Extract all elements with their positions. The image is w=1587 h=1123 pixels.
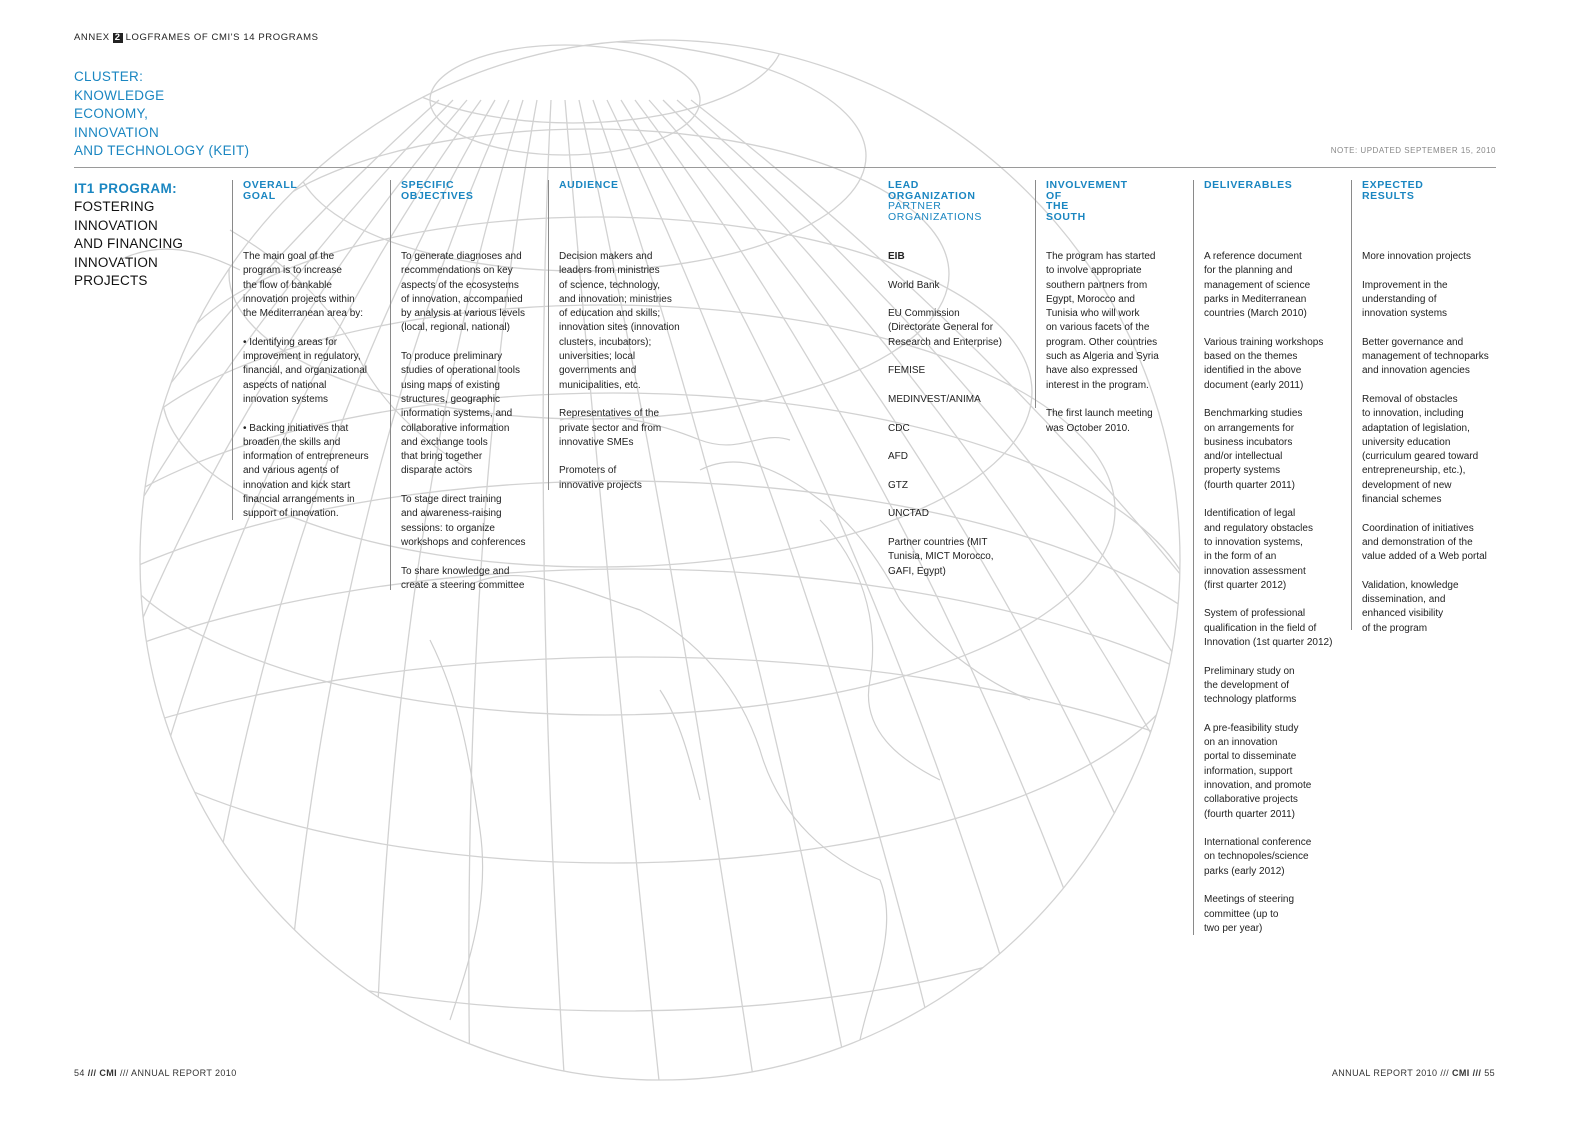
column-paragraph bbox=[1046, 407, 1186, 436]
text-line: To share knowledge and bbox=[401, 565, 510, 577]
text-line: sessions: to organize bbox=[401, 522, 495, 534]
text-line: and/or intellectual bbox=[1204, 451, 1283, 463]
text-line: have also expressed bbox=[1046, 365, 1138, 377]
text-line: to innovation, including bbox=[1362, 408, 1464, 420]
text-line: the flow of bankable bbox=[243, 279, 332, 291]
text-line: identified in the above bbox=[1204, 365, 1302, 377]
column-heading-line: EXPECTED bbox=[1362, 179, 1424, 191]
text-line: business incubators bbox=[1204, 436, 1293, 448]
text-line: Meetings of steering bbox=[1204, 894, 1295, 906]
cluster-title-line: CLUSTER: bbox=[74, 69, 144, 84]
column-heading bbox=[1362, 180, 1507, 250]
text-line: The main goal of the bbox=[243, 251, 335, 262]
text-line: information of entrepreneurs bbox=[243, 451, 369, 463]
text-line: program is to increase bbox=[243, 265, 342, 277]
column-paragraph bbox=[888, 479, 1028, 493]
text-line: collaborative information bbox=[401, 422, 510, 434]
text-line: committee (up to bbox=[1204, 908, 1279, 920]
column-heading-line: DELIVERABLES bbox=[1204, 179, 1293, 191]
update-note: NOTE: UPDATED SEPTEMBER 15, 2010 bbox=[1330, 146, 1496, 155]
text-line: understanding of bbox=[1362, 293, 1437, 305]
text-line: on various facets of the bbox=[1046, 322, 1150, 334]
text-line: Representatives of the bbox=[559, 408, 660, 420]
text-line: countries (March 2010) bbox=[1204, 308, 1307, 320]
text-line: municipalities, etc. bbox=[559, 379, 641, 391]
text-line: Preliminary study on bbox=[1204, 665, 1295, 677]
text-line: The program has started bbox=[1046, 251, 1156, 262]
text-line: (Directorate General for bbox=[888, 322, 994, 334]
text-line: GAFI, Egypt) bbox=[888, 565, 946, 577]
column-paragraph bbox=[1362, 393, 1507, 507]
text-line: financial arrangements in bbox=[243, 494, 355, 506]
column-heading bbox=[559, 180, 704, 250]
text-line: and innovation; ministries bbox=[559, 293, 672, 305]
text-line: A pre-feasibility study bbox=[1204, 722, 1299, 734]
column-paragraph bbox=[1362, 579, 1507, 636]
page-number-right: 55 bbox=[1484, 1068, 1495, 1078]
text-line: enhanced visibility bbox=[1362, 608, 1444, 620]
text-line: Better governance and bbox=[1362, 336, 1464, 348]
text-line: CDC bbox=[888, 422, 910, 434]
column-heading-line: OF bbox=[1046, 189, 1062, 202]
text-line: for the planning and bbox=[1204, 265, 1293, 277]
column-paragraph bbox=[243, 250, 383, 321]
column-overall-goal bbox=[232, 180, 383, 520]
text-line: and various agents of bbox=[243, 465, 339, 477]
text-line: aspects of national bbox=[243, 379, 327, 391]
header-divider bbox=[74, 167, 1496, 168]
text-line: Research and Enterprise) bbox=[888, 336, 1002, 348]
column-paragraph bbox=[401, 493, 546, 550]
text-line: and demonstration of the bbox=[1362, 536, 1473, 548]
column-paragraph bbox=[1362, 336, 1507, 379]
column-paragraph bbox=[888, 422, 1028, 436]
text-line: AFD bbox=[888, 451, 908, 463]
column-heading-line: OBJECTIVES bbox=[401, 189, 474, 202]
text-line: private sector and from bbox=[559, 422, 662, 434]
column-heading-line: GOAL bbox=[243, 189, 276, 202]
column-paragraph bbox=[1204, 607, 1349, 650]
text-line: workshops and conferences bbox=[401, 536, 526, 548]
text-line: in the form of an bbox=[1204, 551, 1277, 563]
text-line: entrepreneurship, etc.), bbox=[1362, 465, 1466, 477]
text-line: on technopoles/science bbox=[1204, 851, 1309, 863]
text-line: of education and skills; bbox=[559, 308, 661, 320]
column-paragraph bbox=[243, 422, 383, 522]
program-title-block bbox=[74, 180, 224, 291]
page-number-left: 54 bbox=[74, 1068, 85, 1078]
text-line: university education bbox=[1362, 436, 1451, 448]
column-body bbox=[401, 250, 546, 593]
column-audience bbox=[548, 180, 704, 490]
text-line: Validation, knowledge bbox=[1362, 579, 1459, 591]
text-line: Improvement in the bbox=[1362, 279, 1448, 291]
column-heading-line: INVOLVEMENT bbox=[1046, 179, 1128, 191]
column-paragraph bbox=[401, 250, 546, 336]
program-title-line: PROJECTS bbox=[74, 273, 148, 288]
column-body bbox=[888, 250, 1028, 579]
text-line: improvement in regulatory, bbox=[243, 351, 361, 363]
running-head-title: LOGFRAMES OF CMI'S 14 PROGRAMS bbox=[125, 32, 319, 43]
program-title-line: AND FINANCING bbox=[74, 236, 184, 251]
text-line: value added of a Web portal bbox=[1362, 551, 1487, 563]
column-paragraph bbox=[888, 450, 1028, 464]
text-line: to innovation systems, bbox=[1204, 536, 1303, 548]
text-line: management of science bbox=[1204, 279, 1311, 291]
column-paragraph bbox=[401, 565, 546, 594]
text-line: Promoters of bbox=[559, 465, 617, 477]
text-line: studies of operational tools bbox=[401, 365, 520, 377]
text-line: information systems, and bbox=[401, 408, 513, 420]
column-expected-results bbox=[1351, 179, 1507, 634]
column-body bbox=[1362, 250, 1507, 636]
text-line: Tunisia who will work bbox=[1046, 308, 1140, 320]
text-line: aspects of the ecosystems bbox=[401, 279, 519, 291]
text-line: Various training workshops bbox=[1204, 336, 1324, 348]
column-involvement-of-the-south bbox=[1035, 179, 1186, 434]
text-line: Tunisia, MICT Morocco, bbox=[888, 551, 994, 563]
text-line: by analysis at various levels bbox=[401, 308, 525, 320]
cluster-title-line: AND TECHNOLOGY (KEIT) bbox=[74, 143, 250, 158]
column-heading-line: LEAD bbox=[888, 179, 919, 191]
column-paragraph bbox=[559, 407, 704, 450]
running-head bbox=[74, 32, 319, 43]
text-line: using maps of existing bbox=[401, 379, 500, 391]
text-line: Egypt, Morocco and bbox=[1046, 293, 1135, 305]
text-line: management of technoparks bbox=[1362, 351, 1489, 363]
column-paragraph bbox=[559, 464, 704, 493]
column-paragraph bbox=[888, 364, 1028, 378]
text-line: financial schemes bbox=[1362, 494, 1442, 506]
text-line: UNCTAD bbox=[888, 508, 929, 520]
text-line: broaden the skills and bbox=[243, 436, 341, 448]
text-line: (fourth quarter 2011) bbox=[1204, 808, 1295, 820]
column-paragraph bbox=[1204, 722, 1349, 822]
text-line: of innovation, accompanied bbox=[401, 293, 523, 305]
text-line: innovation sites (innovation bbox=[559, 322, 680, 334]
annex-number-badge: 2 bbox=[114, 32, 121, 43]
column-paragraph bbox=[1204, 836, 1349, 879]
text-line: development of new bbox=[1362, 479, 1452, 491]
footer-right bbox=[1332, 1068, 1495, 1078]
column-heading-line: ORGANIZATION bbox=[888, 189, 976, 202]
program-title-line: INNOVATION bbox=[74, 217, 159, 233]
footer-separator: /// bbox=[1440, 1068, 1450, 1078]
text-line: technology platforms bbox=[1204, 694, 1297, 706]
text-line: to involve appropriate bbox=[1046, 265, 1142, 277]
program-title bbox=[74, 198, 224, 291]
text-line: innovative projects bbox=[559, 479, 642, 491]
text-line: governments and bbox=[559, 365, 637, 377]
column-paragraph bbox=[1204, 893, 1349, 936]
text-line: (first quarter 2012) bbox=[1204, 579, 1287, 591]
footer-left bbox=[74, 1068, 237, 1078]
text-line: • Backing initiatives that bbox=[243, 422, 349, 434]
text-line: document (early 2011) bbox=[1204, 379, 1304, 391]
text-line: the Mediterranean area by: bbox=[243, 308, 364, 320]
column-paragraph bbox=[888, 536, 1028, 579]
footer-separator: /// bbox=[87, 1068, 97, 1078]
footer-separator: /// bbox=[119, 1068, 129, 1078]
text-line: property systems bbox=[1204, 465, 1281, 477]
column-body bbox=[243, 250, 383, 522]
text-line: structures, geographic bbox=[401, 393, 500, 405]
cluster-title-line: KNOWLEDGE bbox=[74, 87, 165, 103]
text-line: on an innovation bbox=[1204, 737, 1278, 749]
text-line: Partner countries (MIT bbox=[888, 536, 988, 548]
footer-brand: CMI bbox=[1451, 1068, 1470, 1078]
column-heading bbox=[1204, 180, 1349, 250]
program-title-line: INNOVATION bbox=[74, 254, 159, 270]
text-line: collaborative projects bbox=[1204, 794, 1298, 806]
column-heading bbox=[401, 180, 546, 250]
text-line: innovation systems bbox=[1362, 308, 1448, 320]
text-line: adaptation of legislation, bbox=[1362, 422, 1470, 434]
text-line: and innovation agencies bbox=[1362, 365, 1470, 377]
text-line: (local, regional, national) bbox=[401, 322, 510, 334]
program-title-line: FOSTERING bbox=[74, 199, 155, 214]
text-line: innovation, and promote bbox=[1204, 779, 1312, 791]
column-paragraph bbox=[559, 250, 704, 393]
cluster-title-line: INNOVATION bbox=[74, 124, 160, 140]
text-line: More innovation projects bbox=[1362, 251, 1471, 262]
column-heading-line: RESULTS bbox=[1362, 189, 1415, 202]
text-line: dissemination, and bbox=[1362, 594, 1446, 606]
column-paragraph bbox=[1362, 522, 1507, 565]
text-line: parks in Mediterranean bbox=[1204, 293, 1307, 305]
text-line: based on the themes bbox=[1204, 351, 1298, 363]
column-paragraph bbox=[1362, 279, 1507, 322]
text-line: innovation and kick start bbox=[243, 479, 351, 491]
text-line: To produce preliminary bbox=[401, 351, 503, 363]
column-body bbox=[1204, 250, 1349, 936]
text-line: and awareness-raising bbox=[401, 508, 502, 520]
text-line: MEDINVEST/ANIMA bbox=[888, 393, 981, 405]
text-line: (fourth quarter 2011) bbox=[1204, 479, 1295, 491]
text-line: Coordination of initiatives bbox=[1362, 522, 1474, 534]
column-heading-line: THE bbox=[1046, 200, 1069, 212]
text-line: System of professional bbox=[1204, 608, 1306, 620]
footer-brand: CMI bbox=[99, 1068, 118, 1078]
text-line: qualification in the field of bbox=[1204, 622, 1317, 634]
text-line: Decision makers and bbox=[559, 251, 653, 262]
text-line: universities; local bbox=[559, 351, 636, 363]
text-line: International conference bbox=[1204, 837, 1312, 849]
text-line: and regulatory obstacles bbox=[1204, 522, 1313, 534]
text-line: EU Commission bbox=[888, 308, 960, 320]
text-line: To stage direct training bbox=[401, 494, 502, 506]
column-subheading-line: ORGANIZATIONS bbox=[888, 210, 982, 223]
text-line: innovation systems bbox=[243, 393, 329, 405]
text-line: Removal of obstacles bbox=[1362, 393, 1458, 405]
text-line: Innovation (1st quarter 2012) bbox=[1204, 637, 1333, 649]
footer-report-title: ANNUAL REPORT 2010 bbox=[131, 1068, 237, 1078]
text-line: GTZ bbox=[888, 479, 908, 491]
text-line: clusters, incubators); bbox=[559, 336, 652, 348]
text-line: (curriculum geared toward bbox=[1362, 451, 1479, 463]
text-line: support of innovation. bbox=[243, 508, 339, 520]
text-line: Benchmarking studies bbox=[1204, 408, 1303, 420]
text-line: Identification of legal bbox=[1204, 508, 1296, 520]
text-line: of the program bbox=[1362, 622, 1428, 634]
column-paragraph bbox=[1204, 250, 1349, 321]
text-line: that bring together bbox=[401, 451, 483, 463]
text-line: innovation projects within bbox=[243, 293, 355, 305]
text-line: create a steering committee bbox=[401, 579, 525, 591]
lead-organization-name: EIB bbox=[888, 251, 905, 262]
column-heading-line: SOUTH bbox=[1046, 210, 1086, 223]
column-paragraph bbox=[1204, 507, 1349, 593]
column-paragraph bbox=[888, 507, 1028, 521]
column-paragraph bbox=[888, 279, 1028, 293]
latitude-line bbox=[363, 0, 783, 123]
column-deliverables bbox=[1193, 180, 1349, 935]
text-line: innovation assessment bbox=[1204, 565, 1306, 577]
text-line: innovative SMEs bbox=[559, 436, 634, 448]
text-line: recommendations on key bbox=[401, 265, 513, 277]
text-line: World Bank bbox=[888, 279, 940, 291]
column-paragraph bbox=[1204, 336, 1349, 393]
text-line: two per year) bbox=[1204, 922, 1263, 934]
text-line: A reference document bbox=[1204, 251, 1302, 262]
column-heading bbox=[1046, 180, 1186, 250]
column-paragraph bbox=[888, 307, 1028, 350]
column-paragraph bbox=[1046, 250, 1186, 393]
cluster-title-line: ECONOMY, bbox=[74, 106, 149, 121]
column-heading-line: AUDIENCE bbox=[559, 179, 619, 191]
program-label: IT1 PROGRAM: bbox=[74, 181, 178, 196]
column-subheading-line: PARTNER bbox=[888, 200, 942, 212]
text-line: program. Other countries bbox=[1046, 336, 1158, 348]
text-line: financial, and organizational bbox=[243, 365, 367, 377]
column-paragraph bbox=[1204, 665, 1349, 708]
cluster-title bbox=[74, 68, 304, 161]
column-paragraph bbox=[1362, 250, 1507, 264]
column-paragraph bbox=[243, 336, 383, 407]
column-paragraph bbox=[1204, 407, 1349, 493]
text-line: such as Algeria and Syria bbox=[1046, 351, 1159, 363]
column-body bbox=[559, 250, 704, 493]
text-line: disparate actors bbox=[401, 465, 473, 477]
text-line: and exchange tools bbox=[401, 436, 488, 448]
text-line: information, support bbox=[1204, 765, 1293, 777]
running-head-prefix: ANNEX bbox=[74, 32, 110, 43]
text-line: • Identifying areas for bbox=[243, 336, 338, 348]
column-heading bbox=[243, 180, 383, 250]
text-line: southern partners from bbox=[1046, 279, 1148, 291]
text-line: the development of bbox=[1204, 679, 1290, 691]
text-line: The first launch meeting bbox=[1046, 408, 1153, 420]
text-line: portal to disseminate bbox=[1204, 751, 1297, 763]
latitude-line bbox=[0, 569, 1364, 1123]
column-specific-objectives bbox=[390, 180, 546, 590]
footer-report-title: ANNUAL REPORT 2010 bbox=[1331, 1068, 1438, 1078]
column-heading-line: OVERALL bbox=[243, 179, 298, 191]
text-line: To generate diagnoses and bbox=[401, 251, 522, 262]
text-line: parks (early 2012) bbox=[1204, 865, 1285, 877]
text-line: on arrangements for bbox=[1204, 422, 1295, 434]
column-body bbox=[1046, 250, 1186, 436]
text-line: leaders from ministries bbox=[559, 265, 660, 277]
footer-separator: /// bbox=[1472, 1068, 1482, 1078]
latitude-line bbox=[0, 481, 1281, 1011]
column-heading-line: SPECIFIC bbox=[401, 179, 455, 191]
meridian-line bbox=[0, 100, 453, 1090]
text-line: was October 2010. bbox=[1046, 422, 1130, 434]
text-line: FEMISE bbox=[888, 365, 926, 377]
text-line: interest in the program. bbox=[1046, 379, 1149, 391]
column-paragraph bbox=[888, 393, 1028, 407]
column-heading bbox=[888, 180, 1028, 250]
column-paragraph bbox=[401, 350, 546, 479]
text-line: of science, technology, bbox=[559, 279, 660, 291]
